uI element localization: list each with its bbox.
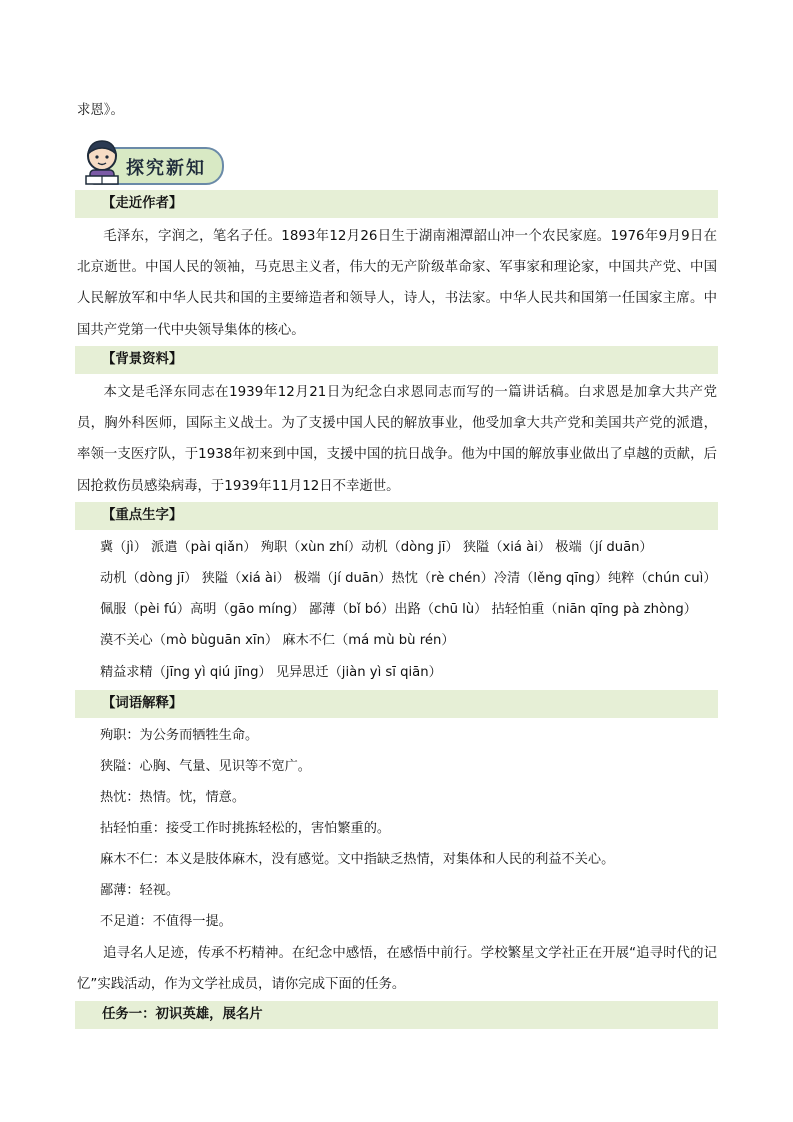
- banner-label: 探究新知: [126, 158, 206, 179]
- background-paragraph: [77, 377, 717, 502]
- words-title: 【词语解释】: [102, 696, 183, 711]
- section-header-author: [75, 190, 718, 218]
- section-header-background: [75, 346, 718, 374]
- task1-title: 任务一：初识英雄，展名片: [102, 1007, 263, 1022]
- author-title: 【走近作者】: [102, 196, 183, 211]
- word-def-7: 不足道：不值得一提。: [100, 914, 232, 929]
- section-header-task1: [75, 1001, 718, 1029]
- child-reading-icon: [80, 138, 124, 188]
- word-def-2: 狭隘：心胸、气量、见识等不宽广。: [100, 759, 311, 774]
- char-row-3: 佩服（pèi fú）高明（gāo míng） 鄙薄（bǐ bó）出路（chū lù） 拈轻怕重（niān qīng pà zhòng）: [100, 602, 697, 617]
- background-title: 【背景资料】: [102, 352, 183, 367]
- chars-title: 【重点生字】: [102, 508, 183, 523]
- banner-tag: [108, 147, 224, 185]
- word-def-4: 拈轻怕重：接受工作时挑拣轻松的，害怕繁重的。: [100, 821, 391, 836]
- word-def-6: 鄙薄：轻视。: [100, 883, 180, 898]
- word-def-1: 殉职：为公务而牺牲生命。: [100, 728, 259, 743]
- word-def-3: 热忱：热情。忱，情意。: [100, 790, 246, 805]
- section-banner: [80, 138, 220, 188]
- author-paragraph: [77, 221, 717, 346]
- background-text: 本文是毛泽东同志在1939年12月21日为纪念白求恩同志而写的一篇讲话稿。白求恩是加拿大共产党员，胸外科医师，国际主义战士。为了支援中国人民的解放事业，他受加拿大共产党和美国共产党的派遣，率领一支医疗队，于1938年初来到中国，支援中国的抗日战争。他为中国的解放事业做出了卓越的贡献，后因抢救伤员感染病毒，于1939年11月12日不幸逝世。: [77, 385, 717, 494]
- word-def-5: 麻木不仁：本义是肢体麻木，没有感觉。文中指缺乏热情，对集体和人民的利益不关心。: [100, 852, 615, 867]
- section-header-words: [75, 690, 718, 718]
- char-row-1: 冀（jì） 派遣（pài qiǎn） 殉职（xùn zhí）动机（dòng jī） 狭隘（xiá ài） 极端（jí duān）: [100, 540, 653, 555]
- char-row-4: 漠不关心（mò bùguān xīn） 麻木不仁（má mù bù rén）: [100, 633, 455, 648]
- author-text: 毛泽东，字润之，笔名子任。1893年12月26日生于湖南湘潭韶山冲一个农民家庭。1976年9月9日在北京逝世。中国人民的领袖，马克思主义者，伟大的无产阶级革命家、军事家和理论家，中国共产党、中国人民解放军和中华人民共和国的主要缔造者和领导人，诗人，书法家。中华人民共和国第一任国家主席。中国共产党第一代中央领导集体的核心。: [77, 229, 717, 338]
- continued-text: 求恩》。: [77, 103, 124, 118]
- char-row-2: 动机（dòng jī） 狭隘（xiá ài） 极端（jí duān）热忱（rè chén）冷清（lěng qīng）纯粹（chún cuì）: [100, 571, 717, 586]
- section-header-chars: [75, 502, 718, 530]
- intro-paragraph: [77, 938, 717, 1000]
- intro-text: 追寻名人足迹，传承不朽精神。在纪念中感悟，在感悟中前行。学校繁星文学社正在开展“追寻时代的记忆”实践活动，作为文学社成员，请你完成下面的任务。: [77, 946, 717, 993]
- char-row-5: 精益求精（jīng yì qiú jīng） 见异思迁（jiàn yì sī qiān）: [100, 665, 442, 680]
